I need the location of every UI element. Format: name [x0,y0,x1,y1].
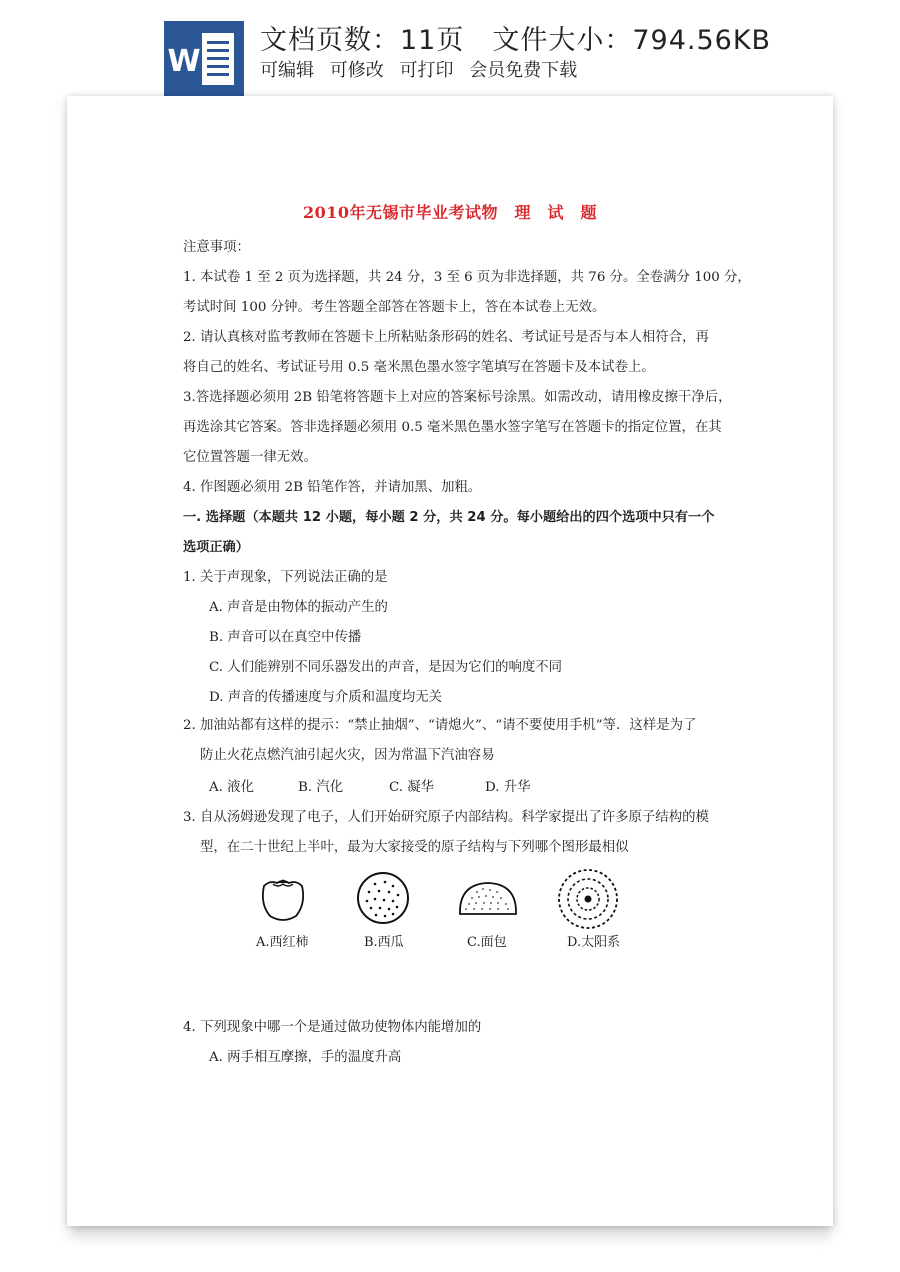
feature-free-download: 会员免费下载 [469,60,578,81]
feature-editable: 可编辑 [260,60,314,81]
question-1-option-c: C. 人们能辨别不同乐器发出的声音，是因为它们的响度不同 [209,660,563,675]
question-2-stem: 2. 加油站都有这样的提示：“禁止抽烟”、“请熄火”、“请不要使用手机”等．这样是为了 [183,718,697,733]
question-2-option-b: B. 汽化 [298,780,344,795]
word-icon-letter: W [167,44,201,79]
notice-line: 4. 作图题必须用 2B 铅笔作答，并请加黑、加粗。 [183,480,482,495]
figure-c-label: C.面包 [467,935,507,950]
question-4-option-a: A. 两手相互摩擦，手的温度升高 [209,1050,402,1065]
notice-heading: 注意事项： [183,240,250,255]
watermelon-figure [355,870,411,926]
section-heading: 选项正确） [183,540,249,555]
notice-line: 1. 本试卷 1 至 2 页为选择题，共 24 分，3 至 6 页为非选择题，共 76 分。全卷满分 100 分， [183,270,751,285]
feature-list [260,56,587,82]
file-info [260,18,771,57]
notice-line: 它位置答题一律无效。 [183,450,317,465]
question-2-option-a: A. 液化 [209,780,254,795]
download-banner [0,0,900,100]
document-title: 2010年无锡市毕业考试物 理 试 题 [302,203,598,222]
question-4-stem: 4. 下列现象中哪一个是通过做功使物体内能增加的 [183,1020,482,1035]
solar-system-figure [557,868,619,930]
figure-d-label: D.太阳系 [567,935,621,950]
tomato-figure [256,876,310,924]
notice-line: 3.答选择题必须用 2B 铅笔将答题卡上对应的答案标号涂黑。如需改动，请用橡皮擦干净后， [183,390,732,405]
question-1-stem: 1. 关于声现象，下列说法正确的是 [183,570,388,585]
file-size: 文件大小：794.56KB [492,25,772,56]
figure-a-label: A.西红柿 [256,935,309,950]
question-2-option-d: D. 升华 [485,780,531,795]
notice-line: 再选涂其它答案。答非选择题必须用 0.5 毫米黑色墨水签字笔写在答题卡的指定位置，在其 [183,420,722,435]
bread-figure [457,878,519,918]
notice-line: 考试时间 100 分钟。考生答题全部答在答题卡上，答在本试卷上无效。 [183,300,606,315]
question-2-stem-cont: 防止火花点燃汽油引起火灾，因为常温下汽油容易 [200,748,495,763]
question-2-option-c: C. 凝华 [389,780,435,795]
page-count: 文档页数：11页 [260,25,465,56]
question-1-option-a: A. 声音是由物体的振动产生的 [209,600,388,615]
document-page [67,96,833,1226]
notice-line: 将自己的姓名、考试证号用 0.5 毫米黑色墨水签字笔填写在答题卡及本试卷上。 [183,360,655,375]
feature-modifiable: 可修改 [329,60,384,81]
notice-line: 2. 请认真核对监考教师在答题卡上所粘贴条形码的姓名、考试证号是否与本人相符合，再 [183,330,709,345]
question-1-option-d: D. 声音的传播速度与介质和温度均无关 [209,690,443,705]
word-document-icon [164,21,244,97]
section-heading: 一. 选择题（本题共 12 小题，每小题 2 分，共 24 分。每小题给出的四个选项中只有一个 [183,510,715,525]
question-3-stem: 3. 自从汤姆逊发现了电子，人们开始研究原子内部结构。科学家提出了许多原子结构的模 [183,810,709,825]
question-1-option-b: B. 声音可以在真空中传播 [209,630,362,645]
feature-printable: 可打印 [399,60,454,81]
figure-b-label: B.西瓜 [364,935,404,950]
question-3-stem-cont: 型，在二十世纪上半叶，最为大家接受的原子结构与下列哪个图形最相似 [200,840,629,855]
